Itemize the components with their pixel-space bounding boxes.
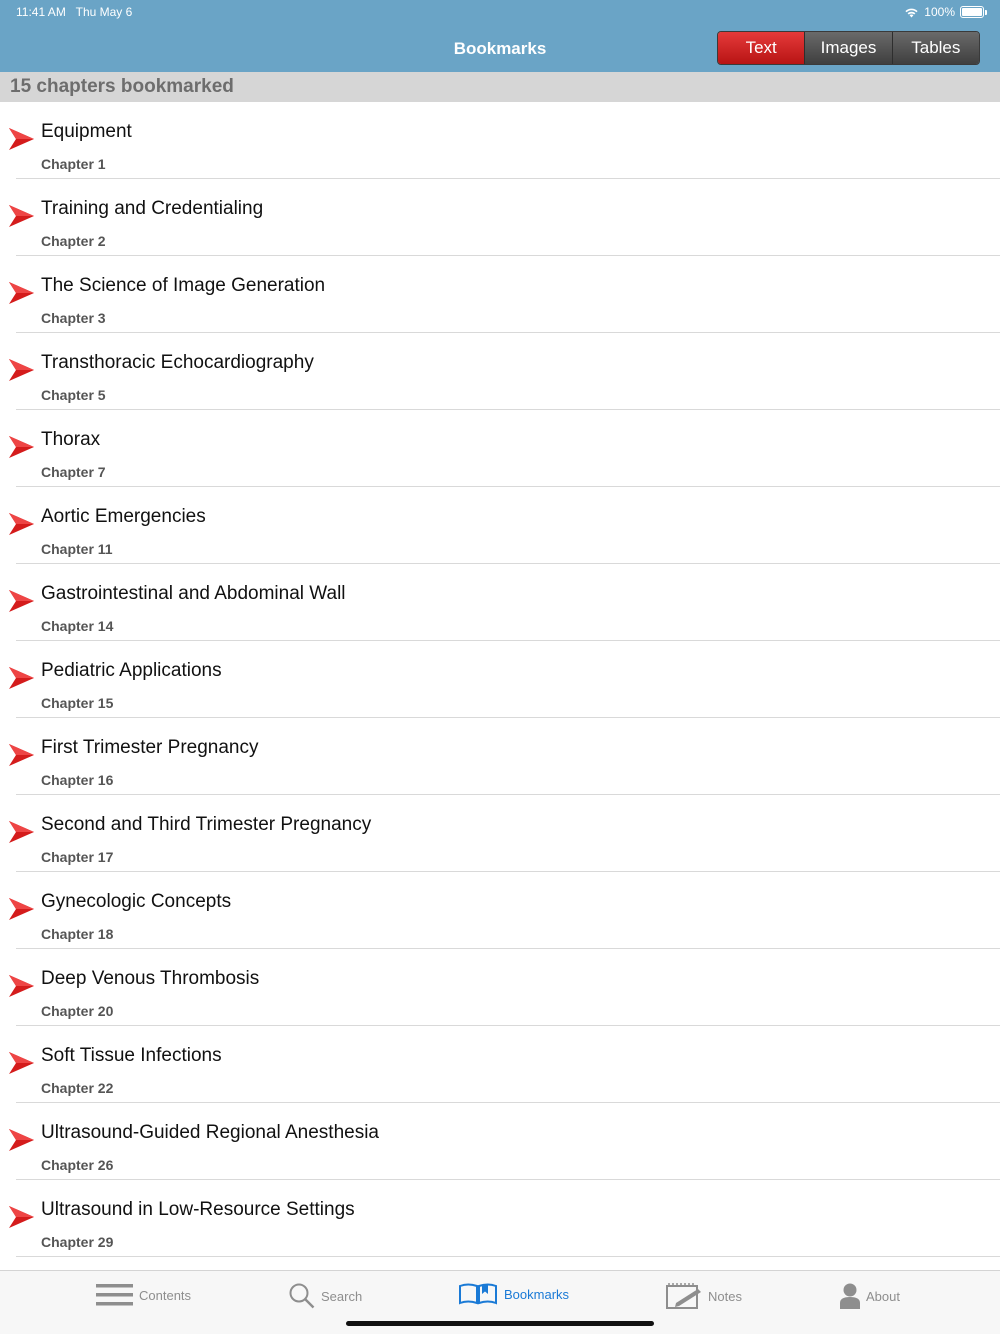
status-indicators <box>904 5 984 19</box>
battery-percent: 100% <box>924 5 955 19</box>
bookmark-title: Deep Venous Thrombosis <box>41 968 260 989</box>
segment-tables[interactable]: Tables <box>892 32 979 64</box>
tab-bookmarks[interactable] <box>458 1283 569 1305</box>
content-type-segmented-control <box>717 31 980 65</box>
bookmark-row[interactable] <box>0 1026 1000 1103</box>
status-date: Thu May 6 <box>75 5 133 19</box>
bookmark-chapter: Chapter 18 <box>41 926 114 942</box>
tab-search[interactable] <box>289 1283 362 1309</box>
bookmark-arrow-icon <box>9 205 34 227</box>
bookmark-row[interactable] <box>0 641 1000 718</box>
tab-about[interactable] <box>840 1283 900 1309</box>
status-clock: 11:41 AM <box>16 5 66 19</box>
bookmark-row[interactable] <box>0 872 1000 949</box>
bookmark-title: Thorax <box>41 429 101 450</box>
bookmark-title: Pediatric Applications <box>41 660 222 681</box>
bookmark-arrow-icon <box>9 1129 34 1151</box>
bookmark-arrow-icon <box>9 359 34 381</box>
bookmark-row[interactable] <box>0 564 1000 641</box>
bookmark-chapter: Chapter 26 <box>41 1157 114 1173</box>
bookmark-chapter: Chapter 29 <box>41 1234 114 1250</box>
bookmark-arrow-icon <box>9 1206 34 1228</box>
tab-about-label: About <box>866 1288 900 1304</box>
bookmark-chapter: Chapter 11 <box>41 541 113 557</box>
bookmark-title: Ultrasound-Guided Regional Anesthesia <box>41 1122 379 1143</box>
tab-contents-label: Contents <box>139 1287 192 1303</box>
battery-icon <box>960 6 984 18</box>
notes-icon <box>666 1283 702 1309</box>
status-bar <box>0 0 1000 24</box>
page-title: Bookmarks <box>453 39 547 58</box>
bookmark-chapter: Chapter 5 <box>41 387 106 403</box>
segment-images[interactable]: Images <box>804 32 891 64</box>
tab-bookmarks-label: Bookmarks <box>504 1286 570 1302</box>
bookmark-arrow-icon <box>9 513 34 535</box>
bookmark-arrow-icon <box>9 282 34 304</box>
bookmark-chapter: Chapter 17 <box>41 849 114 865</box>
nav-bar <box>0 24 1000 72</box>
row-divider <box>16 1256 1000 1257</box>
bookmark-chapter: Chapter 16 <box>41 772 114 788</box>
bookmark-arrow-icon <box>9 898 34 920</box>
status-time <box>16 5 132 19</box>
bookmark-title: Gynecologic Concepts <box>41 891 232 912</box>
bookmark-chapter: Chapter 1 <box>41 156 106 172</box>
bookmark-title: The Science of Image Generation <box>41 275 326 296</box>
bookmark-title: First Trimester Pregnancy <box>41 737 259 758</box>
bookmark-title: Aortic Emergencies <box>41 506 206 527</box>
tab-contents[interactable] <box>96 1283 191 1307</box>
bookmark-title: Equipment <box>41 121 132 142</box>
bookmark-arrow-icon <box>9 1052 34 1074</box>
bookmark-arrow-icon <box>9 436 34 458</box>
bookmark-chapter: Chapter 22 <box>41 1080 114 1096</box>
bookmark-title: Ultrasound in Low-Resource Settings <box>41 1199 355 1220</box>
tab-notes[interactable] <box>666 1283 742 1309</box>
tab-search-label: Search <box>321 1288 363 1304</box>
bookmark-row[interactable] <box>0 410 1000 487</box>
bookmark-chapter: Chapter 20 <box>41 1003 114 1019</box>
bookmark-title: Training and Credentialing <box>41 198 264 219</box>
bookmark-row[interactable] <box>0 795 1000 872</box>
bookmark-title: Soft Tissue Infections <box>41 1045 222 1066</box>
bookmark-count-header: 15 chapters bookmarked <box>0 72 1000 102</box>
bookmark-title: Second and Third Trimester Pregnancy <box>41 814 372 835</box>
home-indicator <box>346 1321 654 1326</box>
bookmark-title: Gastrointestinal and Abdominal Wall <box>41 583 346 604</box>
wifi-icon <box>904 7 919 18</box>
bookmark-row[interactable] <box>0 179 1000 256</box>
bookmark-chapter: Chapter 15 <box>41 695 114 711</box>
bookmark-row[interactable] <box>0 1180 1000 1257</box>
bookmark-row[interactable] <box>0 256 1000 333</box>
bookmark-row[interactable] <box>0 949 1000 1026</box>
book-icon <box>458 1283 498 1305</box>
bookmark-chapter: Chapter 3 <box>41 310 106 326</box>
bookmark-arrow-icon <box>9 667 34 689</box>
bookmark-arrow-icon <box>9 975 34 997</box>
bookmark-row[interactable] <box>0 718 1000 795</box>
bookmark-chapter: Chapter 2 <box>41 233 106 249</box>
bookmark-arrow-icon <box>9 128 34 150</box>
bookmark-arrow-icon <box>9 821 34 843</box>
list-icon <box>96 1283 133 1307</box>
bookmark-arrow-icon <box>9 590 34 612</box>
segment-text[interactable]: Text <box>718 32 804 64</box>
search-icon <box>289 1283 315 1309</box>
bookmark-chapter: Chapter 14 <box>41 618 114 634</box>
bookmark-row[interactable] <box>0 102 1000 179</box>
person-icon <box>840 1283 860 1309</box>
bookmark-row[interactable] <box>0 1103 1000 1180</box>
bookmark-arrow-icon <box>9 744 34 766</box>
bookmark-title: Transthoracic Echocardiography <box>41 352 314 373</box>
bookmark-row[interactable] <box>0 487 1000 564</box>
bookmark-chapter: Chapter 7 <box>41 464 106 480</box>
tab-notes-label: Notes <box>708 1288 742 1304</box>
bookmark-row[interactable] <box>0 333 1000 410</box>
bookmark-list <box>0 102 1000 1257</box>
